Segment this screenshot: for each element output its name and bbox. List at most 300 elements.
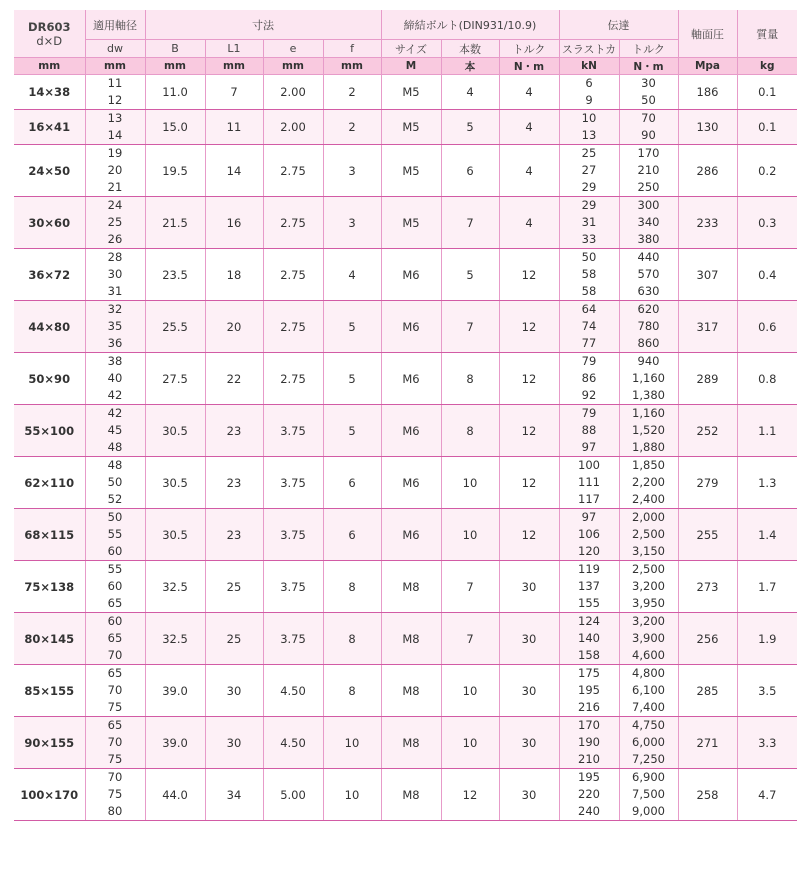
shaft-dia-cell-value: 20 [107, 163, 123, 177]
shaft-dia-cell-value: 75 [107, 787, 123, 801]
bolt-count-cell: 7 [441, 301, 499, 353]
bolt-size-cell: M6 [381, 301, 441, 353]
bolt-count-cell: 8 [441, 405, 499, 457]
thrust-cell [559, 249, 619, 301]
thrust-cell-value: 240 [578, 804, 600, 818]
size-cell: 80×145 [14, 613, 85, 665]
bolt-torque-cell: 12 [499, 353, 559, 405]
bolt-torque-cell: 30 [499, 665, 559, 717]
unit-cell: mm [205, 58, 263, 75]
bolt-torque-cell: 12 [499, 249, 559, 301]
size-cell: 75×138 [14, 561, 85, 613]
torque-cell-value: 1,380 [632, 388, 665, 402]
mass-cell: 0.4 [737, 249, 797, 301]
torque-cell-value: 7,500 [632, 787, 665, 801]
torque-cell-value: 2,400 [632, 492, 665, 506]
dim-l1-cell: 18 [205, 249, 263, 301]
dim-e-cell: 2.00 [263, 75, 323, 110]
torque-cell-value: 6,000 [632, 735, 665, 749]
header-shaft-dia: 適用軸径 [85, 10, 145, 40]
unit-cell: Mpa [678, 58, 737, 75]
size-cell: 30×60 [14, 197, 85, 249]
table-row [14, 197, 797, 249]
thrust-cell [559, 75, 619, 110]
thrust-cell-value: 25 [581, 146, 597, 160]
torque-cell-value: 380 [637, 232, 660, 246]
dim-b-cell: 44.0 [145, 769, 205, 821]
mass-cell: 4.7 [737, 769, 797, 821]
dim-l1-cell: 25 [205, 561, 263, 613]
torque-cell [619, 110, 678, 145]
bolt-torque-cell: 4 [499, 110, 559, 145]
bolt-torque-cell: 30 [499, 561, 559, 613]
torque-cell-value: 300 [637, 198, 660, 212]
torque-cell [619, 197, 678, 249]
dim-f-cell: 4 [323, 249, 381, 301]
dim-b-cell: 27.5 [145, 353, 205, 405]
mass-cell: 1.1 [737, 405, 797, 457]
thrust-cell [559, 561, 619, 613]
header-b: B [145, 40, 205, 58]
thrust-cell-value: 158 [578, 648, 600, 662]
thrust-cell-value: 31 [581, 215, 597, 229]
shaft-dia-cell-value: 75 [107, 752, 123, 766]
bolt-torque-cell: 30 [499, 613, 559, 665]
size-cell: 24×50 [14, 145, 85, 197]
table-row [14, 769, 797, 821]
dim-b-cell: 32.5 [145, 561, 205, 613]
size-cell: 44×80 [14, 301, 85, 353]
shaft-dia-cell-value: 55 [107, 527, 123, 541]
shaft-dia-cell-value: 50 [107, 510, 123, 524]
torque-cell-value: 2,500 [632, 527, 665, 541]
shaft-dia-cell-value: 52 [107, 492, 123, 506]
thrust-cell-value: 111 [578, 475, 600, 489]
torque-cell-value: 1,160 [632, 406, 665, 420]
shaft-dia-cell-value: 60 [107, 544, 123, 558]
torque-cell-value: 780 [637, 319, 660, 333]
torque-cell-value: 210 [637, 163, 660, 177]
header-dw: dw [85, 40, 145, 58]
thrust-cell-value: 175 [578, 666, 600, 680]
bolt-count-cell: 6 [441, 145, 499, 197]
shaft-dia-cell-value: 11 [107, 76, 123, 90]
torque-cell-value: 9,000 [632, 804, 665, 818]
thrust-cell [559, 110, 619, 145]
mass-cell: 3.3 [737, 717, 797, 769]
dim-l1-cell: 34 [205, 769, 263, 821]
thrust-cell-value: 58 [581, 284, 597, 298]
torque-cell-value: 3,150 [632, 544, 665, 558]
table-row [14, 145, 797, 197]
dim-b-cell: 11.0 [145, 75, 205, 110]
thrust-cell-value: 33 [581, 232, 597, 246]
torque-cell-value: 90 [641, 128, 656, 142]
header-dimensions: 寸法 [145, 10, 381, 40]
bolt-count-cell: 5 [441, 249, 499, 301]
shaft-dia-cell-value: 60 [107, 614, 123, 628]
torque-cell [619, 769, 678, 821]
header-bolt: 締結ボルト(DIN931/10.9) [381, 10, 559, 40]
bolt-count-cell: 12 [441, 769, 499, 821]
shaft-dia-cell [85, 145, 145, 197]
torque-cell-value: 2,000 [632, 510, 665, 524]
shaft-dia-cell-value: 65 [107, 666, 123, 680]
thrust-cell-value: 216 [578, 700, 600, 714]
shaft-dia-cell-value: 48 [107, 440, 123, 454]
torque-cell [619, 509, 678, 561]
torque-cell-value: 570 [637, 267, 660, 281]
dim-l1-cell: 23 [205, 405, 263, 457]
bolt-torque-cell: 4 [499, 75, 559, 110]
dim-l1-cell: 30 [205, 717, 263, 769]
surface-pressure-cell: 307 [678, 249, 737, 301]
thrust-cell [559, 717, 619, 769]
torque-cell-value: 6,100 [632, 683, 665, 697]
bolt-size-cell: M5 [381, 110, 441, 145]
unit-cell: kN [559, 58, 619, 75]
bolt-size-cell: M6 [381, 457, 441, 509]
header-model-label: DR603 [28, 19, 71, 34]
dim-e-cell: 3.75 [263, 509, 323, 561]
torque-cell-value: 440 [637, 250, 660, 264]
dim-b-cell: 39.0 [145, 665, 205, 717]
shaft-dia-cell-value: 25 [107, 215, 123, 229]
surface-pressure-cell: 285 [678, 665, 737, 717]
dim-e-cell: 3.75 [263, 457, 323, 509]
thrust-cell-value: 9 [585, 93, 593, 107]
shaft-dia-cell [85, 405, 145, 457]
header-bolt-torque: トルク [499, 40, 559, 58]
unit-cell: kg [737, 58, 797, 75]
bolt-size-cell: M8 [381, 717, 441, 769]
size-cell: 55×100 [14, 405, 85, 457]
header-f: f [323, 40, 381, 58]
torque-cell-value: 7,400 [632, 700, 665, 714]
shaft-dia-cell-value: 50 [107, 475, 123, 489]
header-bolt-size: サイズ [381, 40, 441, 58]
thrust-cell-value: 195 [578, 683, 600, 697]
unit-cell: 本 [441, 58, 499, 75]
mass-cell: 1.7 [737, 561, 797, 613]
thrust-cell [559, 457, 619, 509]
torque-cell-value: 1,520 [632, 423, 665, 437]
dim-b-cell: 19.5 [145, 145, 205, 197]
shaft-dia-cell-value: 60 [107, 579, 123, 593]
bolt-torque-cell: 30 [499, 717, 559, 769]
bolt-torque-cell: 12 [499, 301, 559, 353]
dim-b-cell: 32.5 [145, 613, 205, 665]
header-model-sub: d×D [36, 33, 63, 48]
thrust-cell-value: 106 [578, 527, 600, 541]
shaft-dia-cell [85, 249, 145, 301]
table-row [14, 353, 797, 405]
surface-pressure-cell: 252 [678, 405, 737, 457]
torque-cell-value: 4,800 [632, 666, 665, 680]
shaft-dia-cell [85, 717, 145, 769]
header-bolt-count: 本数 [441, 40, 499, 58]
torque-cell-value: 30 [641, 76, 656, 90]
torque-cell-value: 3,200 [632, 614, 665, 628]
thrust-cell-value: 27 [581, 163, 597, 177]
dim-e-cell: 2.00 [263, 110, 323, 145]
bolt-count-cell: 10 [441, 717, 499, 769]
thrust-cell [559, 197, 619, 249]
torque-cell-value: 7,250 [632, 752, 665, 766]
bolt-torque-cell: 12 [499, 405, 559, 457]
mass-cell: 0.8 [737, 353, 797, 405]
dim-e-cell: 4.50 [263, 717, 323, 769]
shaft-dia-cell [85, 75, 145, 110]
dim-l1-cell: 14 [205, 145, 263, 197]
unit-cell: mm [323, 58, 381, 75]
shaft-dia-cell-value: 70 [107, 683, 123, 697]
thrust-cell-value: 170 [578, 718, 600, 732]
dim-b-cell: 30.5 [145, 509, 205, 561]
surface-pressure-cell: 271 [678, 717, 737, 769]
surface-pressure-cell: 186 [678, 75, 737, 110]
table-row [14, 110, 797, 145]
header-e: e [263, 40, 323, 58]
dim-e-cell: 2.75 [263, 197, 323, 249]
thrust-cell [559, 769, 619, 821]
torque-cell-value: 3,900 [632, 631, 665, 645]
torque-cell [619, 301, 678, 353]
torque-cell [619, 665, 678, 717]
thrust-cell-value: 155 [578, 596, 600, 610]
bolt-torque-cell: 4 [499, 197, 559, 249]
size-cell: 90×155 [14, 717, 85, 769]
dim-l1-cell: 23 [205, 457, 263, 509]
thrust-cell-value: 100 [578, 458, 600, 472]
dim-e-cell: 2.75 [263, 145, 323, 197]
thrust-cell-value: 10 [581, 111, 597, 125]
dim-f-cell: 8 [323, 613, 381, 665]
torque-cell-value: 170 [637, 146, 660, 160]
unit-cell: mm [145, 58, 205, 75]
shaft-dia-cell-value: 55 [107, 562, 123, 576]
dim-b-cell: 30.5 [145, 405, 205, 457]
bolt-count-cell: 5 [441, 110, 499, 145]
bolt-count-cell: 8 [441, 353, 499, 405]
torque-cell-value: 340 [637, 215, 660, 229]
shaft-dia-cell-value: 14 [107, 128, 123, 142]
thrust-cell-value: 137 [578, 579, 600, 593]
dim-e-cell: 5.00 [263, 769, 323, 821]
thrust-cell-value: 58 [581, 267, 597, 281]
thrust-cell-value: 124 [578, 614, 600, 628]
torque-cell [619, 457, 678, 509]
torque-cell-value: 1,160 [632, 371, 665, 385]
bolt-size-cell: M6 [381, 509, 441, 561]
torque-cell-value: 3,950 [632, 596, 665, 610]
dim-f-cell: 6 [323, 509, 381, 561]
torque-cell-value: 2,200 [632, 475, 665, 489]
header-torque: トルク [619, 40, 678, 58]
dim-f-cell: 6 [323, 457, 381, 509]
thrust-cell-value: 195 [578, 770, 600, 784]
shaft-dia-cell-value: 75 [107, 700, 123, 714]
torque-cell-value: 620 [637, 302, 660, 316]
shaft-dia-cell-value: 24 [107, 198, 123, 212]
thrust-cell-value: 117 [578, 492, 600, 506]
dim-f-cell: 10 [323, 769, 381, 821]
bolt-count-cell: 4 [441, 75, 499, 110]
surface-pressure-cell: 279 [678, 457, 737, 509]
shaft-dia-cell-value: 12 [107, 93, 123, 107]
shaft-dia-cell-value: 19 [107, 146, 123, 160]
torque-cell-value: 1,850 [632, 458, 665, 472]
shaft-dia-cell-value: 31 [107, 284, 123, 298]
dim-f-cell: 5 [323, 301, 381, 353]
dim-e-cell: 4.50 [263, 665, 323, 717]
table-row [14, 457, 797, 509]
torque-cell-value: 50 [641, 93, 656, 107]
unit-cell: N・m [619, 58, 678, 75]
shaft-dia-cell-value: 65 [107, 596, 123, 610]
thrust-cell-value: 119 [578, 562, 600, 576]
dim-f-cell: 5 [323, 353, 381, 405]
mass-cell: 1.9 [737, 613, 797, 665]
dim-e-cell: 3.75 [263, 405, 323, 457]
thrust-cell [559, 665, 619, 717]
table-row [14, 405, 797, 457]
bolt-size-cell: M5 [381, 197, 441, 249]
torque-cell-value: 70 [641, 111, 656, 125]
shaft-dia-cell-value: 13 [107, 111, 123, 125]
bolt-size-cell: M8 [381, 613, 441, 665]
dim-f-cell: 8 [323, 665, 381, 717]
bolt-size-cell: M8 [381, 769, 441, 821]
shaft-dia-cell [85, 509, 145, 561]
header-mass: 質量 [737, 10, 797, 58]
thrust-cell-value: 92 [581, 388, 597, 402]
shaft-dia-cell-value: 21 [107, 180, 123, 194]
shaft-dia-cell-value: 32 [107, 302, 123, 316]
torque-cell [619, 405, 678, 457]
size-cell: 100×170 [14, 769, 85, 821]
surface-pressure-cell: 255 [678, 509, 737, 561]
mass-cell: 3.5 [737, 665, 797, 717]
thrust-cell-value: 140 [578, 631, 600, 645]
thrust-cell-value: 13 [581, 128, 597, 142]
dim-l1-cell: 16 [205, 197, 263, 249]
dim-l1-cell: 25 [205, 613, 263, 665]
dim-f-cell: 2 [323, 75, 381, 110]
dim-b-cell: 15.0 [145, 110, 205, 145]
dim-e-cell: 2.75 [263, 353, 323, 405]
surface-pressure-cell: 273 [678, 561, 737, 613]
shaft-dia-cell [85, 197, 145, 249]
dim-l1-cell: 11 [205, 110, 263, 145]
bolt-torque-cell: 12 [499, 509, 559, 561]
shaft-dia-cell-value: 38 [107, 354, 123, 368]
table-row [14, 75, 797, 110]
bolt-size-cell: M8 [381, 665, 441, 717]
bolt-torque-cell: 4 [499, 145, 559, 197]
size-cell: 36×72 [14, 249, 85, 301]
mass-cell: 0.3 [737, 197, 797, 249]
shaft-dia-cell-value: 70 [107, 648, 123, 662]
shaft-dia-cell [85, 457, 145, 509]
unit-cell: mm [263, 58, 323, 75]
dim-b-cell: 39.0 [145, 717, 205, 769]
shaft-dia-cell-value: 48 [107, 458, 123, 472]
size-cell: 68×115 [14, 509, 85, 561]
surface-pressure-cell: 317 [678, 301, 737, 353]
torque-cell [619, 717, 678, 769]
bolt-size-cell: M6 [381, 353, 441, 405]
bolt-torque-cell: 30 [499, 769, 559, 821]
bolt-count-cell: 7 [441, 613, 499, 665]
surface-pressure-cell: 256 [678, 613, 737, 665]
shaft-dia-cell-value: 45 [107, 423, 123, 437]
table-body [14, 75, 797, 821]
thrust-cell [559, 301, 619, 353]
unit-cell: N・m [499, 58, 559, 75]
size-cell: 85×155 [14, 665, 85, 717]
shaft-dia-cell-value: 65 [107, 631, 123, 645]
thrust-cell-value: 29 [581, 180, 597, 194]
torque-cell-value: 6,900 [632, 770, 665, 784]
torque-cell-value: 2,500 [632, 562, 665, 576]
torque-cell-value: 3,200 [632, 579, 665, 593]
table-row [14, 613, 797, 665]
surface-pressure-cell: 258 [678, 769, 737, 821]
shaft-dia-cell-value: 30 [107, 267, 123, 281]
bolt-size-cell: M6 [381, 405, 441, 457]
thrust-cell-value: 97 [581, 440, 597, 454]
torque-cell-value: 1,880 [632, 440, 665, 454]
table-row [14, 561, 797, 613]
surface-pressure-cell: 286 [678, 145, 737, 197]
dim-b-cell: 21.5 [145, 197, 205, 249]
thrust-cell-value: 210 [578, 752, 600, 766]
shaft-dia-cell-value: 70 [107, 735, 123, 749]
shaft-dia-cell [85, 110, 145, 145]
thrust-cell-value: 220 [578, 787, 600, 801]
dim-f-cell: 10 [323, 717, 381, 769]
torque-cell [619, 249, 678, 301]
surface-pressure-cell: 130 [678, 110, 737, 145]
table-row [14, 665, 797, 717]
torque-cell-value: 4,600 [632, 648, 665, 662]
size-cell: 50×90 [14, 353, 85, 405]
thrust-cell [559, 509, 619, 561]
dim-l1-cell: 20 [205, 301, 263, 353]
mass-cell: 0.1 [737, 75, 797, 110]
bolt-count-cell: 10 [441, 457, 499, 509]
mass-cell: 0.2 [737, 145, 797, 197]
shaft-dia-cell-value: 42 [107, 406, 123, 420]
thrust-cell-value: 97 [581, 510, 597, 524]
dim-l1-cell: 22 [205, 353, 263, 405]
dim-b-cell: 30.5 [145, 457, 205, 509]
thrust-cell-value: 86 [581, 371, 597, 385]
bolt-size-cell: M5 [381, 145, 441, 197]
dim-e-cell: 3.75 [263, 613, 323, 665]
torque-cell-value: 940 [637, 354, 660, 368]
torque-cell [619, 561, 678, 613]
dim-l1-cell: 7 [205, 75, 263, 110]
bolt-torque-cell: 12 [499, 457, 559, 509]
shaft-dia-cell-value: 36 [107, 336, 123, 350]
thrust-cell-value: 79 [581, 354, 597, 368]
shaft-dia-cell-value: 28 [107, 250, 123, 264]
torque-cell-value: 860 [637, 336, 660, 350]
mass-cell: 1.3 [737, 457, 797, 509]
shaft-dia-cell-value: 40 [107, 371, 123, 385]
